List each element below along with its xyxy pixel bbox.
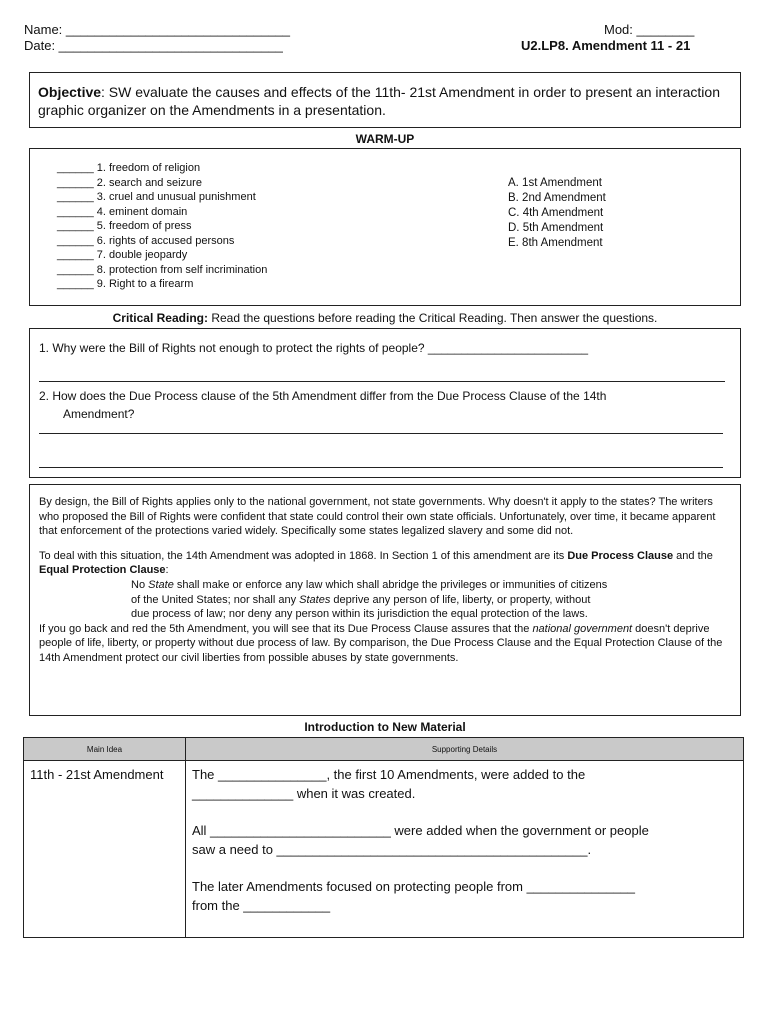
answer-line[interactable] bbox=[39, 467, 723, 468]
critical-reading-instruction: Read the questions before reading the Critical Reading. Then answer the questions. bbox=[207, 311, 658, 325]
reading-text: To deal with this situation, the 14th Amendment was adopted in 1868. In Section 1 of this amendment are its bbox=[39, 549, 568, 562]
table-header-row bbox=[24, 738, 744, 761]
warmup-item[interactable]: ______ 4. eminent domain bbox=[57, 205, 188, 218]
notes-table bbox=[23, 737, 744, 938]
answer-line[interactable] bbox=[39, 381, 725, 382]
column-header-main-idea: Main Idea bbox=[24, 738, 186, 761]
mod-field-line[interactable]: Mod: ________ bbox=[604, 22, 695, 37]
table-row bbox=[24, 761, 744, 938]
detail-1-line2[interactable]: ______________ when it was created. bbox=[192, 786, 416, 801]
warmup-item[interactable]: ______ 9. Right to a firearm bbox=[57, 278, 194, 290]
amendment-quote bbox=[39, 578, 731, 622]
quote-text: No bbox=[131, 578, 149, 591]
objective-label: Objective bbox=[38, 84, 102, 100]
supporting-details-cell bbox=[186, 761, 744, 938]
detail-1-line1[interactable]: The _______________, the first 10 Amendments, were added to the bbox=[192, 767, 586, 782]
warmup-choice: A. 1st Amendment bbox=[508, 177, 602, 189]
critical-reading-label: Critical Reading: bbox=[112, 311, 208, 325]
due-process-term: Due Process Clause bbox=[567, 549, 674, 562]
warmup-title: WARM-UP bbox=[355, 132, 415, 146]
detail-3-line1[interactable]: The later Amendments focused on protecting people from _______________ bbox=[192, 879, 636, 894]
reading-text: doesn't deprive people of life, liberty, or property without due process of law. By comparison, the Due Process Clause and the Equal Protection Clause of the 14th Amendment protect our civil liberties from possible abuses by state governments. bbox=[39, 622, 723, 664]
questions-box bbox=[29, 328, 741, 478]
warmup-box bbox=[29, 148, 741, 306]
name-field-line[interactable]: Name: _______________________________ bbox=[24, 22, 291, 37]
answer-line[interactable] bbox=[39, 433, 723, 434]
reading-passage-box bbox=[29, 484, 741, 716]
warmup-item[interactable]: ______ 8. protection from self incrimination bbox=[57, 263, 268, 276]
question-1: 1. Why were the Bill of Rights not enough to protect the rights of people? ________________________ bbox=[39, 341, 589, 355]
question-2-line2: Amendment? bbox=[63, 407, 135, 421]
objective-text: : SW evaluate the causes and effects of the 11th- 21st Amendment in order to present an interaction graphic organizer on the Amendments in a presentation. bbox=[38, 84, 720, 118]
warmup-choice: D. 5th Amendment bbox=[508, 222, 604, 234]
warmup-item[interactable]: ______ 3. cruel and unusual punishment bbox=[57, 191, 256, 203]
warmup-choice: B. 2nd Amendment bbox=[508, 192, 606, 204]
warmup-choice: C. 4th Amendment bbox=[508, 207, 604, 219]
reading-text: : bbox=[165, 564, 169, 577]
objective-box bbox=[29, 72, 741, 128]
question-2-line1: 2. How does the Due Process clause of the 5th Amendment differ from the Due Process Clause of the 14th bbox=[39, 389, 607, 403]
reading-paragraph-1: By design, the Bill of Rights applies only to the national government, not state governments. Why doesn't it apply to the states? The writers who proposed the Bill of Rights were confident that state could control their own state officials. Unfortunately, over time, it became apparent that enforcement of the protections varied widely. Specifically some states legalized slavery and some did not. bbox=[39, 496, 716, 538]
question-2 bbox=[39, 387, 606, 423]
warmup-items bbox=[57, 161, 267, 292]
intro-title: Introduction to New Material bbox=[304, 720, 466, 734]
column-header-supporting-details: Supporting Details bbox=[186, 738, 744, 761]
warmup-choice: E. 8th Amendment bbox=[508, 237, 603, 249]
equal-protection-term: Equal Protection Clause bbox=[39, 564, 166, 577]
national-government-term: national government bbox=[532, 622, 633, 635]
warmup-item[interactable]: ______ 1. freedom of religion bbox=[57, 162, 201, 174]
reading-paragraph-3 bbox=[39, 622, 731, 666]
quote-text: deprive any person of life, liberty, or property, without due process of law; nor deny any person within its jurisdiction the equal protection of the laws. bbox=[131, 593, 591, 621]
warmup-item[interactable]: ______ 5. freedom of press bbox=[57, 220, 192, 232]
reading-text: If you go back and red the 5th Amendment, you will see that its Due Process Clause assures that the bbox=[39, 622, 533, 635]
quote-emphasis: States bbox=[299, 593, 331, 606]
quote-text: shall make or enforce any law which shall abridge the privileges or immunities of citizens of the United States; nor shall any bbox=[131, 578, 608, 606]
warmup-item[interactable]: ______ 6. rights of accused persons bbox=[57, 234, 235, 247]
date-field-line[interactable]: Date: _______________________________ bbox=[24, 38, 283, 53]
critical-reading-heading bbox=[29, 311, 741, 325]
warmup-item[interactable]: ______ 7. double jeopardy bbox=[57, 249, 188, 261]
quote-emphasis: State bbox=[148, 578, 174, 591]
detail-2-line1[interactable]: All _________________________ were added when the government or people bbox=[192, 823, 649, 838]
detail-3-line2[interactable]: from the ____________ bbox=[192, 898, 331, 913]
detail-2-line2[interactable]: saw a need to ___________________________________________. bbox=[192, 842, 592, 857]
reading-paragraph-2 bbox=[39, 549, 731, 578]
main-idea-cell: 11th - 21st Amendment bbox=[24, 761, 186, 938]
warmup-item[interactable]: ______ 2. search and seizure bbox=[57, 176, 202, 189]
reading-text: and the bbox=[673, 549, 713, 562]
lesson-code: U2.LP8. Amendment 11 - 21 bbox=[521, 38, 691, 53]
warmup-choices bbox=[508, 176, 606, 251]
